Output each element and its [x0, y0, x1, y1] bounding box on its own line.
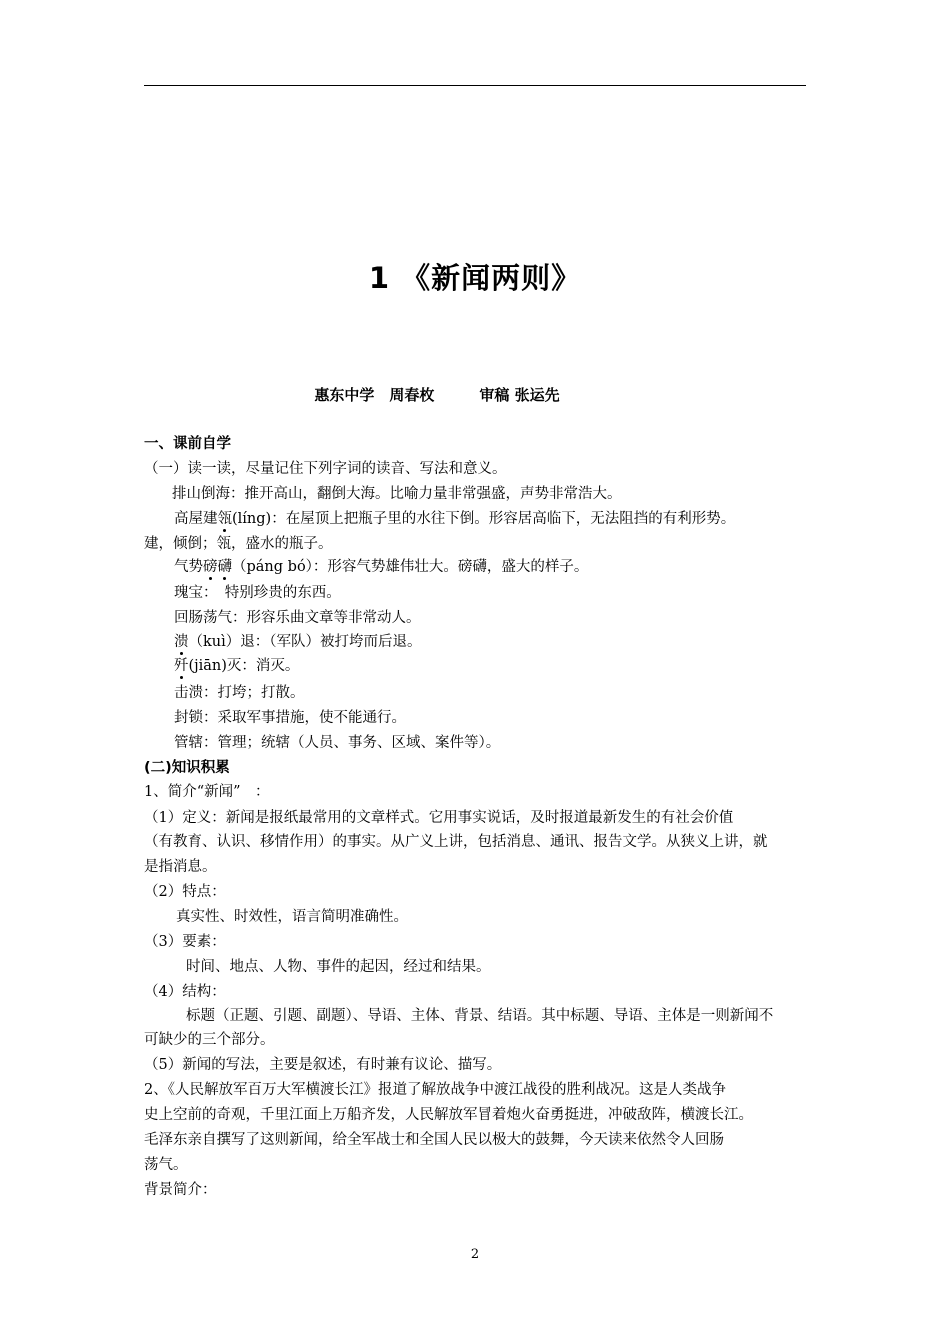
elements-label: （3）要素：: [144, 934, 226, 950]
paragraph-line: 2、《人民解放军百万大军横渡长江》报道了解放战争中渡江战役的胜利战况。这是人类战争: [144, 1082, 726, 1098]
vocab-item: 溃（kuì）退：（军队）被打垮而后退。: [174, 634, 422, 650]
emphasis-char: 礴: [217, 559, 232, 575]
structure-line: 标题（正题、引题、副题）、导语、主体、背景、结语。其中标题、导语、主体是一则新闻不: [186, 1008, 774, 1024]
vocab-item: 气势磅礴（páng bó）：形容气势雄伟壮大。磅礴，盛大的样子。: [174, 559, 589, 575]
definition-line: （1）定义：新闻是报纸最常用的文章样式。它用事实说话，及时报道最新发生的有社会价值: [144, 810, 734, 826]
vocab-item: 高屋建瓴(líng)：在屋顶上把瓶子里的水往下倒。形容居高临下，无法阻挡的有利形势。: [174, 511, 736, 527]
vocab-item: 瑰宝： 特别珍贵的东西。: [174, 585, 341, 601]
vocab-item: 回肠荡气：形容乐曲文章等非常动人。: [174, 610, 421, 626]
emphasis-char: 瓴: [217, 511, 232, 527]
emphasis-char: 歼: [174, 658, 189, 674]
vocab-item: 封锁：采取军事措施，使不能通行。: [174, 710, 406, 726]
vocab-item: 建，倾倒；瓴，盛水的瓶子。: [144, 536, 333, 552]
paragraph-line: 史上空前的奇观，千里江面上万船齐发，人民解放军冒着炮火奋勇挺进，冲破敌阵，横渡长江。: [144, 1107, 753, 1123]
news-intro: 1、简介“新闻” ：: [144, 784, 270, 800]
feature-text: 真实性、时效性，语言简明准确性。: [176, 909, 408, 925]
feature-label: （2）特点：: [144, 884, 226, 900]
vocab-item: 击溃：打垮；打散。: [174, 685, 305, 701]
paragraph-line: 荡气。: [144, 1157, 188, 1173]
page-title: 1 《新闻两则》: [368, 261, 582, 295]
header-rule: [144, 85, 806, 86]
section-heading: 一、课前自学: [144, 436, 231, 452]
elements-text: 时间、地点、人物、事件的起因，经过和结果。: [186, 959, 491, 975]
definition-line: （有教育、认识、移情作用）的事实。从广义上讲，包括消息、通讯、报告文学。从狭义上讲，就: [144, 834, 768, 850]
vocab-item: 歼(jiān)灭：消灭。: [174, 658, 300, 674]
paragraph-line: 毛泽东亲自撰写了这则新闻，给全军战士和全国人民以极大的鼓舞，今天读来依然令人回肠: [144, 1132, 724, 1148]
structure-label: （4）结构：: [144, 984, 226, 1000]
emphasis-char: 磅: [203, 559, 218, 575]
author-line: 惠东中学 周春枚 审稿 张运先: [314, 386, 560, 404]
writing-method: （5）新闻的写法，主要是叙述，有时兼有议论、描写。: [144, 1057, 502, 1073]
vocab-item: 排山倒海：推开高山，翻倒大海。比喻力量非常强盛，声势非常浩大。: [172, 486, 622, 502]
page-number: 2: [470, 1247, 480, 1262]
vocab-item: 管辖：管理；统辖（人员、事务、区域、案件等）。: [174, 735, 501, 751]
subsection-knowledge: (二)知识积累: [144, 760, 230, 776]
definition-line: 是指消息。: [144, 859, 217, 875]
background-label: 背景简介：: [144, 1182, 217, 1198]
emphasis-char: 溃: [174, 634, 189, 650]
structure-line: 可缺少的三个部分。: [144, 1032, 275, 1048]
subsection-read: （一）读一读，尽量记住下列字词的读音、写法和意义。: [144, 461, 507, 477]
